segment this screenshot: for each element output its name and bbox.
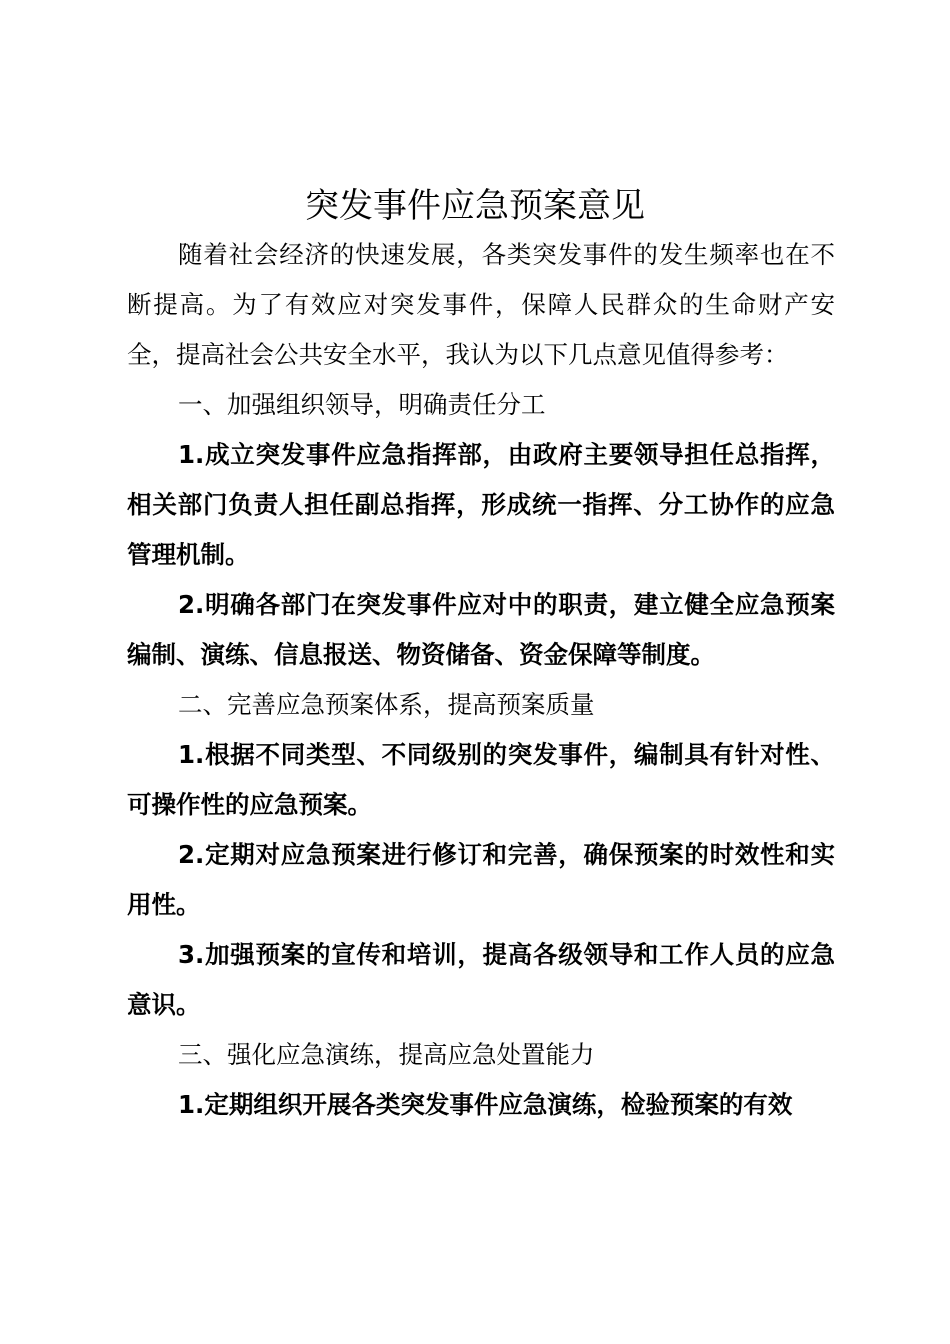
section-1-item-2: 2.明确各部门在突发事件应对中的职责，建立健全应急预案编制、演练、信息报送、物资储备、资金保障等制度。 (127, 590, 835, 669)
document-body (127, 230, 835, 1130)
section-2-item-2: 2.定期对应急预案进行修订和完善，确保预案的时效性和实用性。 (127, 840, 835, 919)
section-heading-1: 一、加强组织领导，明确责任分工 (178, 390, 546, 419)
section-1-item-1: 1.成立突发事件应急指挥部，由政府主要领导担任总指挥，相关部门负责人担任副总指挥，形成统一指挥、分工协作的应急管理机制。 (127, 440, 835, 569)
section-heading-2: 二、完善应急预案体系，提高预案质量 (178, 690, 595, 719)
section-heading-3: 三、强化应急演练，提高应急处置能力 (178, 1040, 595, 1069)
document-title: 突发事件应急预案意见 (305, 186, 645, 226)
section-2-item-3: 3.加强预案的宣传和培训，提高各级领导和工作人员的应急意识。 (127, 940, 835, 1019)
intro-paragraph: 随着社会经济的快速发展，各类突发事件的发生频率也在不断提高。为了有效应对突发事件，保障人民群众的生命财产安全，提高社会公共安全水平，我认为以下几点意见值得参考： (127, 240, 835, 369)
section-2-item-1: 1.根据不同类型、不同级别的突发事件，编制具有针对性、可操作性的应急预案。 (127, 740, 835, 819)
section-3-item-1: 1.定期组织开展各类突发事件应急演练，检验预案的有效 (178, 1090, 793, 1119)
